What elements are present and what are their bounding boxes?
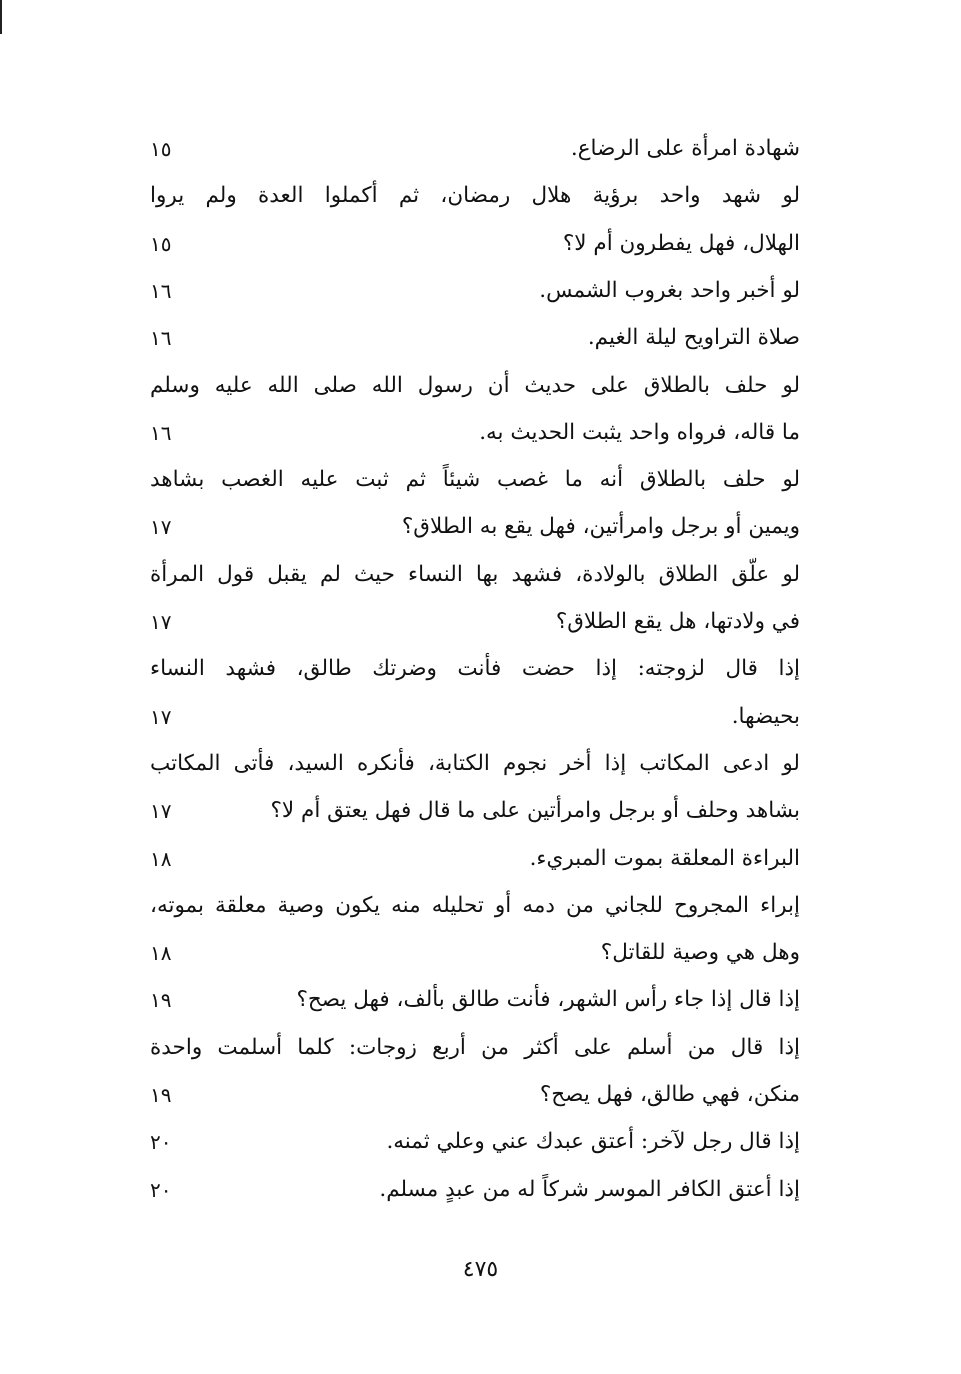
toc-entry: [150, 1072, 800, 1118]
toc-entry-page: ١٦: [150, 278, 172, 303]
toc-entry-page: [150, 552, 190, 598]
toc-entry-page: ١٨: [150, 846, 172, 871]
toc-entry-page: [150, 363, 190, 409]
toc-entry-page: ١٦: [150, 326, 172, 351]
toc-entry: [150, 410, 800, 456]
toc-entry: [150, 836, 800, 882]
toc-entry: [150, 694, 800, 740]
toc-entry-page: ١٧: [150, 610, 172, 634]
toc-entry: [150, 504, 800, 550]
toc-entry-text: ويمين أو برجل وامرأتين، فهل يقع به الطلاق؟: [401, 514, 800, 540]
toc-entry-text: إبراء المجروح للجاني من دمه أو تحليله منه يكون وصية معلقة بموته،: [150, 892, 800, 918]
toc-entry-text: إذا قال إذا جاء رأس الشهر، فأنت طالق بألف، فهل يصح؟: [296, 987, 800, 1013]
toc-entry-text: شهادة امرأة على الرضاع.: [570, 136, 800, 161]
toc-entry-page: ١٨: [150, 941, 172, 966]
toc-entry-text: صلاة التراويح ليلة الغيم.: [587, 325, 800, 351]
toc-entry: [150, 315, 800, 361]
toc-entry: [150, 599, 800, 645]
toc-entry-page: [150, 1025, 190, 1071]
toc-entry-page: ١٥: [150, 137, 172, 161]
toc-entry-text: وهل هي وصية للقاتل؟: [600, 940, 800, 966]
toc-entry-text: لو أخبر واحد بغروب الشمس.: [539, 277, 800, 303]
toc-entry-page: ١٧: [150, 799, 172, 824]
toc-entry-text: لو علّق الطلاق بالولادة، فشهد بها النساء حيث لم يقبل قول المرأة: [150, 561, 800, 587]
toc-entry: [150, 883, 800, 929]
toc-entry: [150, 1167, 800, 1213]
toc-entry: [150, 221, 800, 267]
toc-entry-page: ١٩: [150, 1083, 172, 1107]
toc-entry-text: بشاهد وحلف أو برجل وامرأتين على ما قال فهل يعتق أم لا؟: [270, 798, 800, 824]
toc-entry-page: ١٩: [150, 988, 172, 1013]
toc-entry: [150, 363, 800, 409]
toc-entry-text: لو حلف بالطلاق أنه ما غصب شيئاً ثم ثبت عليه الغصب بشاهد: [150, 467, 800, 493]
toc-entry-page: [150, 173, 190, 219]
toc-entry-text: الهلال، فهل يفطرون أم لا؟: [562, 230, 800, 256]
toc-entry-page: [150, 457, 190, 503]
toc-entry-page: ١٥: [150, 231, 172, 256]
toc-entry-page: [150, 741, 190, 787]
toc-entry: [150, 173, 800, 219]
toc-entry-text: منكن، فهي طالق، فهل يصح؟: [539, 1082, 800, 1107]
toc-entry-text: في ولادتها، هل يقع الطلاق؟: [555, 609, 800, 634]
toc-entry-text: ما قاله، فرواه واحد يثبت الحديث به.: [479, 419, 800, 445]
toc-entry-page: ١٦: [150, 420, 172, 445]
toc-entry: [150, 126, 800, 172]
toc-entry-text: إذا قال من أسلم على أكثر من أربع زوجات: كلما أسلمت واحدة: [150, 1034, 800, 1060]
toc-entry: [150, 552, 800, 598]
toc-entry-page: ٢٠: [150, 1130, 172, 1155]
toc-entry-page: ١٧: [150, 704, 172, 729]
toc-entry-text: بحيضها.: [731, 703, 800, 729]
toc-entry-text: البراءة المعلقة بموت المبريء.: [529, 845, 800, 871]
toc-entry: [150, 457, 800, 503]
toc-entry-text: إذا أعتق الكافر الموسر شركاً له من عبدٍ مسلم.: [379, 1176, 800, 1202]
toc-entry-text: إذا قال لزوجته: إذا حضت فأنت وضرتك طالق، فشهد النساء: [150, 656, 800, 682]
toc-entry-page: [150, 646, 190, 692]
toc-entry-text: لو حلف بالطلاق على حديث أن رسول الله صلى الله عليه وسلم: [150, 372, 800, 398]
toc-entry-text: لو شهد واحد برؤية هلال رمضان، ثم أكملوا العدة ولم يروا: [150, 183, 800, 209]
toc-entry-page: ٢٠: [150, 1177, 172, 1202]
page-number: ٤٧٥: [462, 1257, 499, 1282]
toc-entry-text: لو ادعى المكاتب إذا أخر نجوم الكتابة، فأنكره السيد، فأتى المكاتب: [150, 750, 800, 776]
toc-entry: [150, 977, 800, 1023]
toc-entry-page: ١٧: [150, 515, 172, 540]
toc-entry: [150, 268, 800, 314]
toc-entry: [150, 930, 800, 976]
toc-entry-page: [150, 883, 190, 929]
toc-entry: [150, 1025, 800, 1071]
toc-entry-text: إذا قال رجل لآخر: أعتق عبدك عني وعلي ثمنه.: [386, 1129, 800, 1155]
toc-entry: [150, 741, 800, 787]
toc-entry: [150, 1119, 800, 1165]
toc-entry: [150, 788, 800, 834]
toc-entry: [150, 646, 800, 692]
